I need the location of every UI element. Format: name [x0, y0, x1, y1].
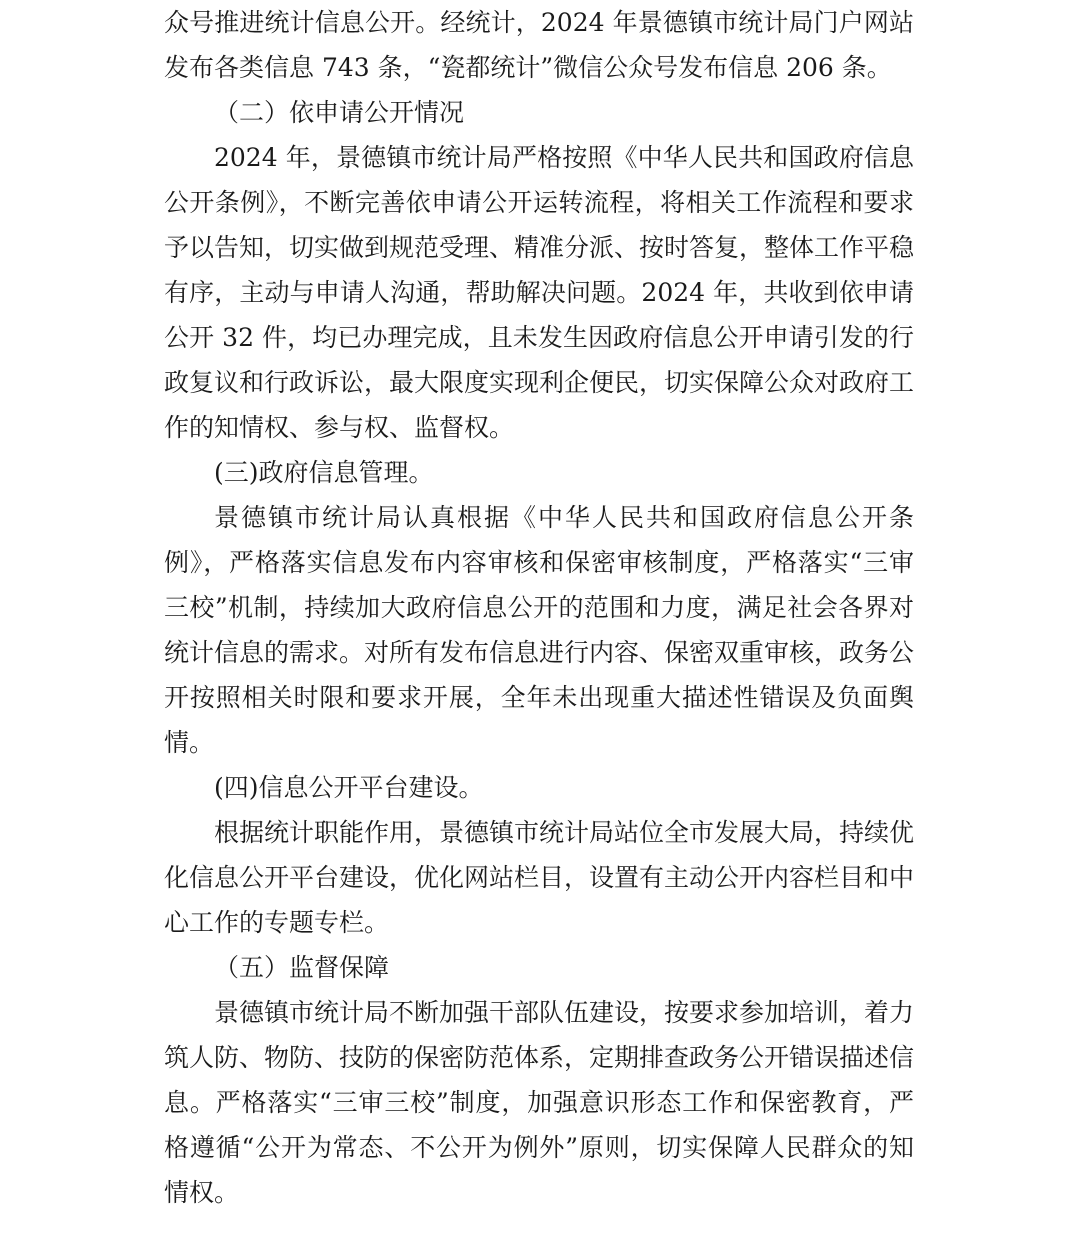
paragraph-section-3: 景德镇市统计局认真根据《中华人民共和国政府信息公开条例》，严格落实信息发布内容审核和保密审核制度，严格落实“三审三校”机制，持续加大政府信息公开的范围和力度，满足社会各界对统计信息的需求。对所有发布信息进行内容、保密双重审核，政务公开按照相关时限和要求开展，全年未出现重大描述性错误及负面舆情。 — [164, 503, 915, 757]
section-heading-3: (三)政府信息管理。 — [214, 458, 434, 487]
paragraph-continuation: 众号推进统计信息公开。经统计，2024 年景德镇市统计局门户网站发布各类信息 743 条，“瓷都统计”微信公众号发布信息 206 条。 — [164, 8, 914, 82]
paragraph-section-5: 景德镇市统计局不断加强干部队伍建设，按要求参加培训，着力筑人防、物防、技防的保密防范体系，定期排查政务公开错误描述信息。严格落实“三审三校”制度，加强意识形态工作和保密教育，严格遵循“公开为常态、不公开为例外”原则，切实保障人民群众的知情权。 — [164, 998, 915, 1207]
section-heading-5: （五）监督保障 — [214, 953, 390, 982]
document-body — [164, 0, 914, 1215]
paragraph-section-2: 2024 年，景德镇市统计局严格按照《中华人民共和国政府信息公开条例》，不断完善依申请公开运转流程，将相关工作流程和要求予以告知，切实做到规范受理、精准分派、按时答复，整体工作平稳有序，主动与申请人沟通，帮助解决问题。2024 年，共收到依申请公开 32 件，均已办理完成，且未发生因政府信息公开申请引发的行政复议和行政诉讼，最大限度实现利企便民，切实保障公众对政府工作的知情权、参与权、监督权。 — [164, 143, 915, 442]
section-heading-4: (四)信息公开平台建设。 — [214, 773, 484, 802]
paragraph-section-4: 根据统计职能作用，景德镇市统计局站位全市发展大局，持续优化信息公开平台建设，优化网站栏目，设置有主动公开内容栏目和中心工作的专题专栏。 — [164, 818, 915, 937]
section-heading-2: （二）依申请公开情况 — [214, 98, 465, 127]
